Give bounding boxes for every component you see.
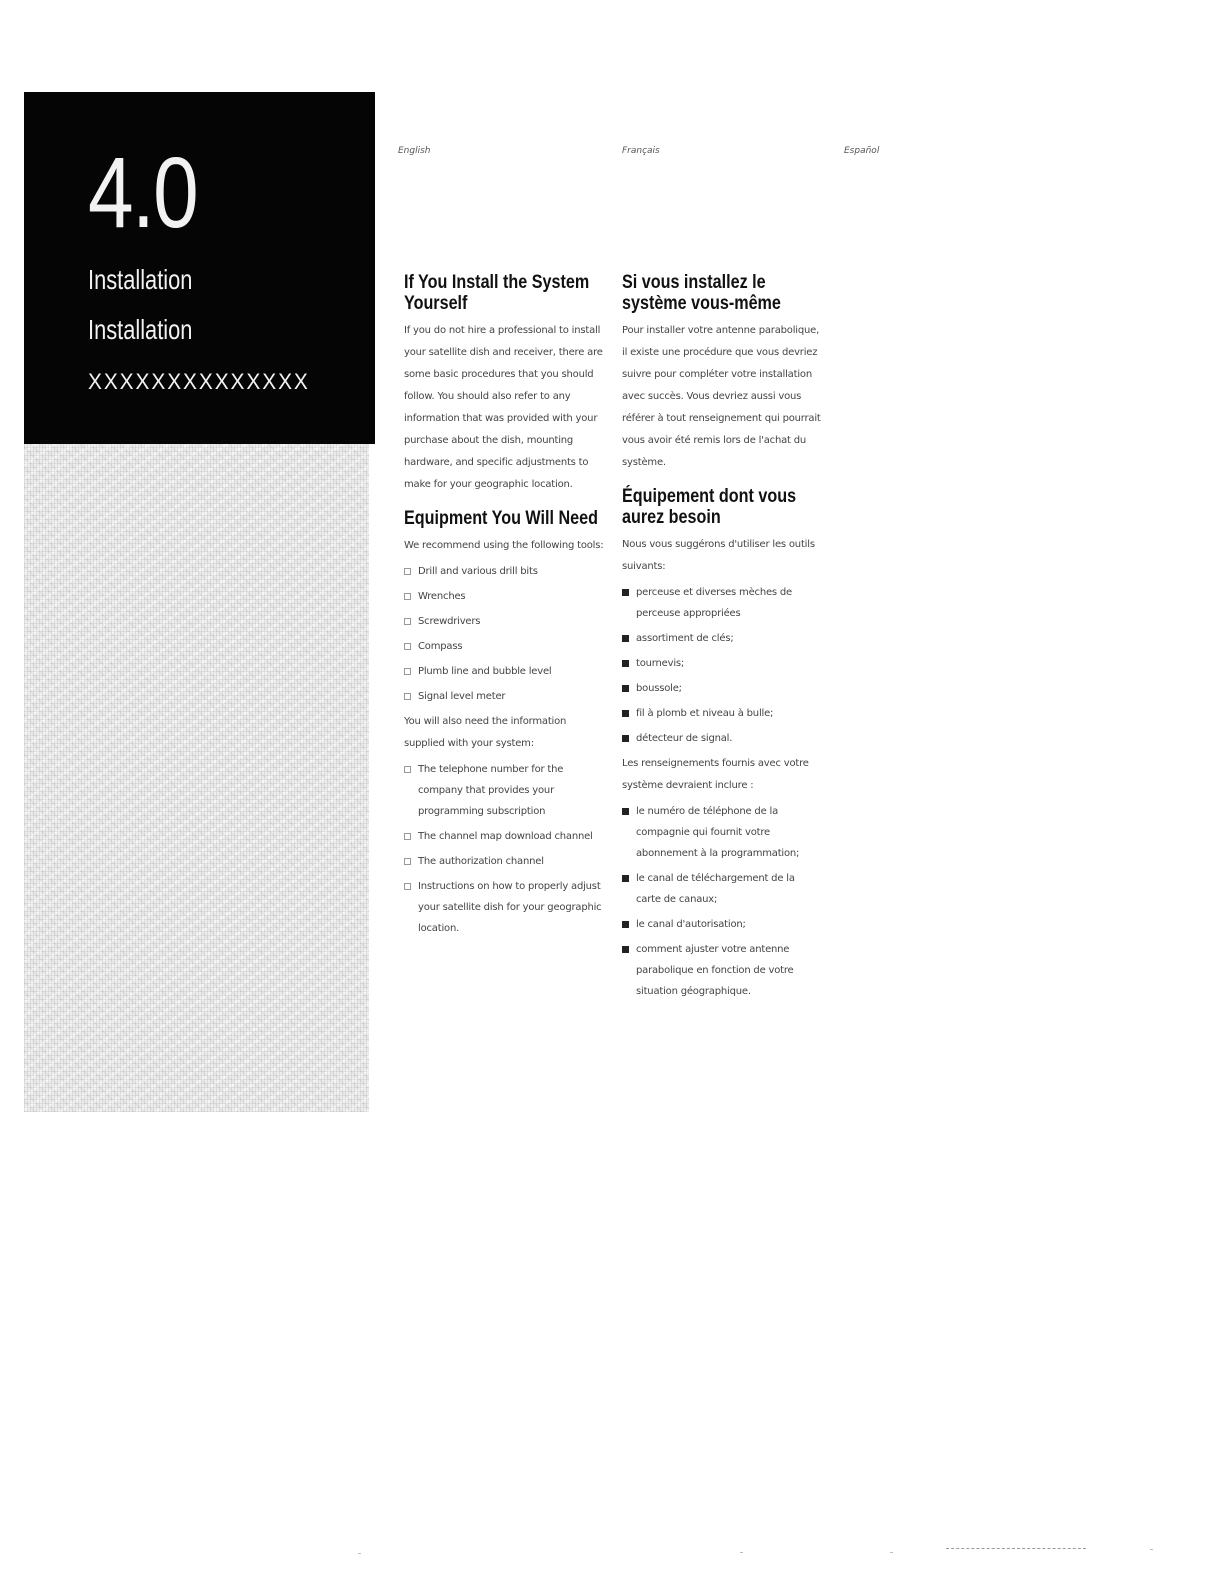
list-item: boussole; bbox=[622, 678, 822, 699]
list-item: The authorization channel bbox=[404, 851, 604, 872]
list-item: le numéro de téléphone de la compagnie qui fournit votre abonnement à la programmation; bbox=[622, 801, 822, 864]
checkbox-icon bbox=[404, 668, 411, 675]
english-heading-install: If You Install the System Yourself bbox=[404, 272, 590, 314]
chapter-header-block bbox=[24, 92, 375, 444]
english-intro-paragraph: If you do not hire a professional to install your satellite dish and receiver, there are some basic procedures that you should follow. You should also refer to any information that was provided with your purchase about the dish, mounting hardware, and specific adjustments to make for your geographic location. bbox=[404, 325, 603, 490]
decorative-texture-image bbox=[24, 444, 369, 1112]
french-heading-install: Si vous installez le système vous-même bbox=[622, 272, 781, 314]
checkbox-icon bbox=[404, 618, 411, 625]
french-heading-equipment: Équipement dont vous aurez besoin bbox=[622, 486, 797, 528]
french-column bbox=[622, 272, 822, 1006]
checkbox-icon bbox=[404, 833, 411, 840]
checkbox-icon bbox=[404, 643, 411, 650]
french-tools-intro: Nous vous suggérons d'utiliser les outils suivants: bbox=[622, 539, 815, 572]
french-intro-paragraph: Pour installer votre antenne parabolique, il existe une procédure que vous devriez suivre pour compléter votre installation avec succès. Vous devriez aussi vous référer à tout renseignement qui pourrait vous avoir été remis lors de l'achat du système. bbox=[622, 325, 821, 468]
list-item: le canal d'autorisation; bbox=[622, 914, 822, 935]
checkbox-icon bbox=[622, 735, 629, 742]
scan-artifact-dot bbox=[358, 1553, 361, 1554]
list-item: assortiment de clés; bbox=[622, 628, 822, 649]
checkbox-icon bbox=[622, 685, 629, 692]
english-info-list bbox=[404, 759, 604, 939]
list-item: Wrenches bbox=[404, 586, 604, 607]
chapter-title-spanish: XXXXXXXXXXXXXX bbox=[88, 369, 310, 394]
chapter-title-english: Installation bbox=[88, 264, 193, 295]
checkbox-icon bbox=[622, 946, 629, 953]
list-item: Signal level meter bbox=[404, 686, 604, 707]
scan-artifact-line bbox=[946, 1548, 1086, 1550]
list-item: tournevis; bbox=[622, 653, 822, 674]
list-item: détecteur de signal. bbox=[622, 728, 822, 749]
list-item: le canal de téléchargement de la carte de canaux; bbox=[622, 868, 822, 910]
list-item: Drill and various drill bits bbox=[404, 561, 604, 582]
checkbox-icon bbox=[404, 693, 411, 700]
list-item: Plumb line and bubble level bbox=[404, 661, 604, 682]
checkbox-icon bbox=[404, 858, 411, 865]
checkbox-icon bbox=[404, 883, 411, 890]
list-item: Instructions on how to properly adjust your satellite dish for your geographic location. bbox=[404, 876, 604, 939]
language-label-spanish: Español bbox=[844, 146, 880, 156]
english-tools-list bbox=[404, 561, 604, 707]
checkbox-icon bbox=[404, 766, 411, 773]
list-item: fil à plomb et niveau à bulle; bbox=[622, 703, 822, 724]
language-label-french: Français bbox=[622, 146, 660, 156]
french-info-intro: Les renseignements fournis avec votre système devraient inclure : bbox=[622, 758, 809, 791]
chapter-title-french: Installation bbox=[88, 314, 193, 345]
list-item: The channel map download channel bbox=[404, 826, 604, 847]
french-info-list bbox=[622, 801, 822, 1002]
checkbox-icon bbox=[622, 808, 629, 815]
english-column bbox=[404, 272, 604, 943]
checkbox-icon bbox=[622, 660, 629, 667]
scan-artifact-dot bbox=[740, 1552, 743, 1553]
checkbox-icon bbox=[404, 568, 411, 575]
list-item: Screwdrivers bbox=[404, 611, 604, 632]
english-tools-intro: We recommend using the following tools: bbox=[404, 540, 604, 551]
language-label-english: English bbox=[398, 146, 431, 156]
list-item: perceuse et diverses mèches de perceuse appropriées bbox=[622, 582, 822, 624]
checkbox-icon bbox=[622, 921, 629, 928]
list-item: Compass bbox=[404, 636, 604, 657]
checkbox-icon bbox=[622, 635, 629, 642]
checkbox-icon bbox=[622, 875, 629, 882]
checkbox-icon bbox=[622, 710, 629, 717]
english-info-intro: You will also need the information supplied with your system: bbox=[404, 716, 567, 749]
list-item: The telephone number for the company that provides your programming subscription bbox=[404, 759, 604, 822]
english-heading-equipment: Equipment You Will Need bbox=[404, 508, 598, 529]
scan-artifact-dot bbox=[890, 1552, 893, 1553]
french-tools-list bbox=[622, 582, 822, 749]
checkbox-icon bbox=[404, 593, 411, 600]
chapter-number: 4.0 bbox=[88, 137, 198, 249]
list-item: comment ajuster votre antenne parabolique en fonction de votre situation géographique. bbox=[622, 939, 822, 1002]
checkbox-icon bbox=[622, 589, 629, 596]
scan-artifact-dot bbox=[1150, 1549, 1153, 1550]
